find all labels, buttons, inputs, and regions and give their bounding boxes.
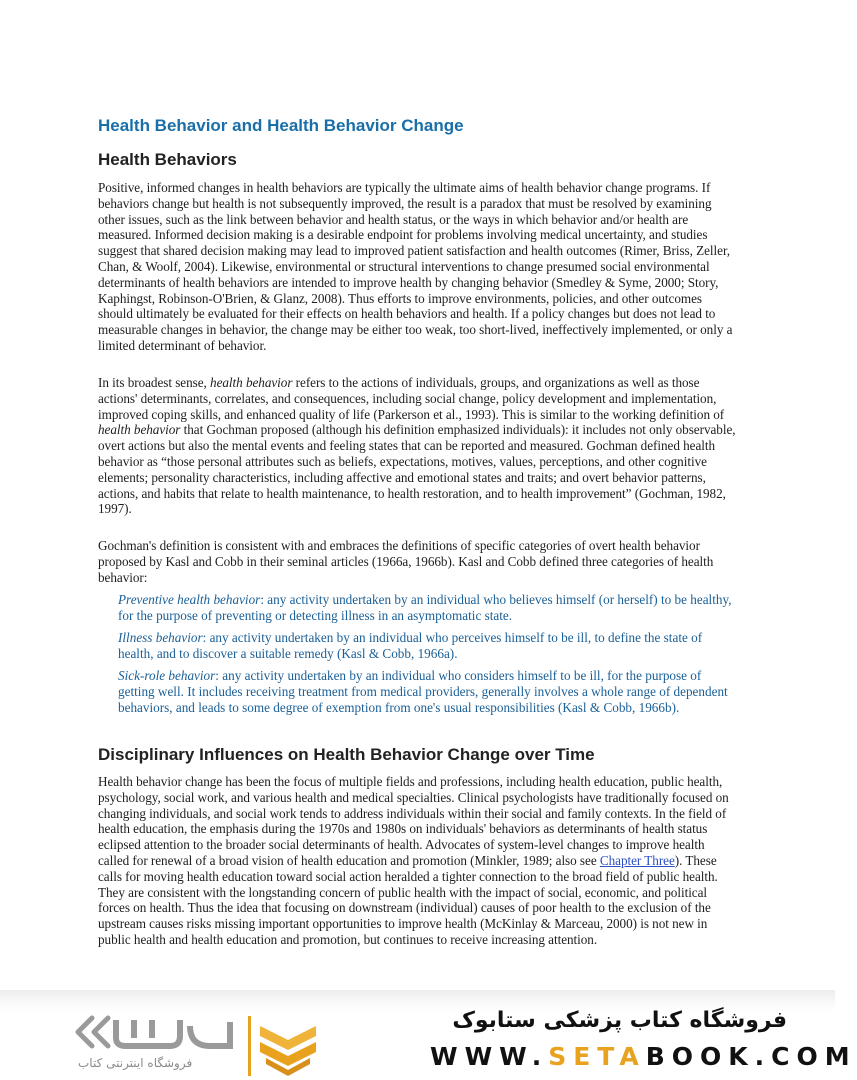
chapter-three-link[interactable]: Chapter Three [599,852,675,868]
definition-illness: Illness behavior: any activity undertaken by an individual who perceives himself to be ill, to define the state of health, and to discover a suitable remedy (Kasl & Cobb, 1966a). [118,630,703,661]
definition-sick-role: Sick-role behavior: any activity undertaken by an individual who considers himself to be ill, for the purpose of getting well. It includes receiving treatment from medical providers, generally involves a whole range of dependent behaviors, and leads to some degree of exemption from one's usual responsibilities (Kasl & Cobb, 1966b). [118,668,728,715]
logo-subtitle: فروشگاه اینترنتی کتاب [78,1056,193,1070]
heading-disciplinary-influences: Disciplinary Influences on Health Behavior Change over Time [98,745,595,764]
term-health-behavior-2: health behavior [98,422,181,438]
paragraph-1: Positive, informed changes in health behaviors are typically the ultimate aims of health behavior change programs. If behaviors change but health is not subsequently improved, the result is a paradox that must be resolved by examining other issues, such as the link between behavior and health status, or the ways in which behavior and/or health are measured. Informed decision making is a desirable endpoint for problems involving medical uncertainty, and studies suggest that shared decision making may lead to improved patient satisfaction and health outcomes (Rimer, Briss, Zeller, Chan, & Woolf, 2004). Likewise, environmental or structural interventions to change presumed social environmental determinants of health behaviors are intended to improve health by changing behavior (Smedley & Syme, 2000; Story, Kaphingst, Robinson-O'Brien, & Glanz, 2008). Thus efforts to improve environments, policies, and other outcomes should ultimately be evaluated for their effects on health behaviors and health. If a policy changes but does not lead to measurable changes in behavior, the change may be either too weak, too short-lived, ineffectively implemented, or only a limited determinant of behavior. [98,180,733,353]
term-health-behavior: health behavior [210,375,293,390]
paragraph-2: In its broadest sense, health behavior refers to the actions of individuals, groups, and organizations as well as those actions' determinants, correlates, and consequences, including social change, policy development and implementation, improved coping skills, and enhanced quality of life (Parkerson et al., 1993). This is similar to the working definition of health behavior that Gochman proposed (although his definition emphasized individuals): it includes not only observable, overt actions but also the mental events and feeling states that can be reported and measured. Gochman defined health behavior as “those personal attributes such as beliefs, expectations, motives, values, perceptions, and other cognitive elements; personality characteristics, including affective and emotional states and traits; and overt behavior patterns, actions, and habits that relate to health maintenance, to health restoration, and to health improvement” (Gochman, 1982, 1997). [98,375,736,517]
shop-url[interactable]: WWW.SETABOOK.COM [430,1042,857,1071]
paragraph-4: Health behavior change has been the focus of multiple fields and professions, including health education, public health, psychology, social work, and various health and medical specialties. Clinical psychologists have traditionally focused on changing individuals, and social work tends to address individuals within their social and family contexts. In the field of health education, the emphasis during the 1970s and 1980s on individuals' behaviors as determinants of health status eclipsed attention to the broader social determinants of health. Advocates of system-level changes to improve health called for renewal of a broad vision of health education and promotion (Minkler, 1989; also see Chapter Three). These calls for moving health education toward social action heralded a tighter connection to the broad field of public health. They are consistent with the longstanding concern of public health with the impact of social, economic, and political forces on health. Thus the idea that focusing on downstream (individual) causes of poor health to the exclusion of the upstream causes risks missing important opportunities to improve health (McKinlay & Marceau, 2000) is not new in public health and health education and promotion, but continues to receive increasing attention. [98,774,729,947]
term-sick-role: Sick-role behavior [118,668,216,683]
heading-health-behaviors: Health Behaviors [98,150,237,169]
paragraph-3: Gochman's definition is consistent with and embraces the definitions of specific categories of overt health behavior proposed by Kasl and Cobb in their seminal articles (1966a, 1966b). Kasl and Cobb defined three categories of health behavior: [98,538,714,585]
book-chevron-icon [248,1016,328,1076]
shop-title: فروشگاه کتاب پزشکی ستابوک [452,1008,787,1033]
term-preventive: Preventive health behavior [118,592,261,607]
setabook-logo-icon [70,1012,240,1052]
definition-preventive: Preventive health behavior: any activity undertaken by an individual who believes himself (or herself) to be healthy, for the purpose of preventing or detecting illness in an asymptomatic state. [118,592,732,623]
section-title: Health Behavior and Health Behavior Change [98,116,464,135]
term-illness: Illness behavior [118,630,203,645]
